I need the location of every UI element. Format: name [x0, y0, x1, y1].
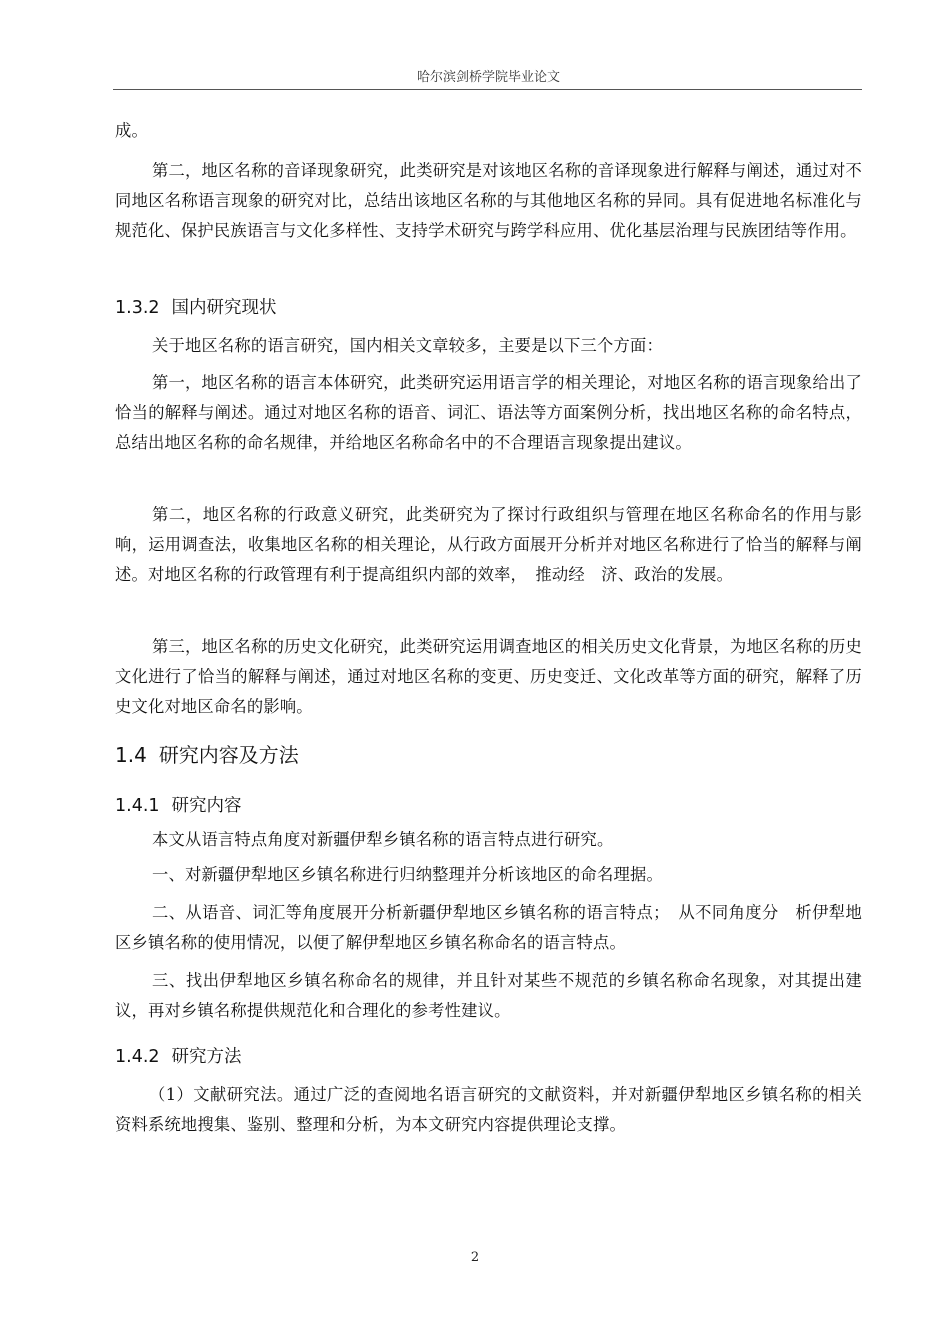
section-heading-1-4: [115, 739, 299, 768]
paragraph-content-item-2: 二、从语音、词汇等角度展开分析新疆伊犁地区乡镇名称的语言特点； 从不同角度分 析伊犁地区乡镇名称的使用情况，以便了解伊犁地区乡镇名称命名的语言特点。: [115, 903, 862, 952]
section-number: 1.4: [115, 743, 147, 767]
section-heading-1-3-2: [115, 294, 277, 319]
section-title: 研究内容: [171, 796, 242, 816]
header-divider: [113, 89, 862, 90]
paragraph-ontology-research: 第一，地区名称的语言本体研究，此类研究运用语言学的相关理论，对地区名称的语言现象给出了恰当的解释与阐述。通过对地区名称的语音、词汇、语法等方面案例分析，找出地区名称的命名特点，总结出地区名称的命名规律，并给地区名称命名中的不合理语言现象提出建议。: [115, 373, 862, 452]
section-heading-1-4-2: [115, 1043, 242, 1068]
section-number: 1.3.2: [115, 298, 160, 318]
section-heading-1-4-1: [115, 792, 242, 817]
paragraph-content-intro: 本文从语言特点角度对新疆伊犁乡镇名称的语言特点进行研究。: [152, 830, 614, 849]
paragraph-content-item-3: 三、找出伊犁地区乡镇名称命名的规律，并且针对某些不规范的乡镇名称命名现象，对其提出建议，再对乡镇名称提供规范化和合理化的参考性建议。: [115, 971, 862, 1020]
paragraph-method-literature: （1）文献研究法。通过广泛的查阅地名语言研究的文献资料，并对新疆伊犁地区乡镇名称的相关资料系统地搜集、鉴别、整理和分析，为本文研究内容提供理论支撑。: [115, 1085, 862, 1134]
paragraph-history-research: 第三，地区名称的历史文化研究，此类研究运用调查地区的相关历史文化背景，为地区名称的历史文化进行了恰当的解释与阐述，通过对地区名称的变更、历史变迁、文化改革等方面的研究，解释了历史文化对地区命名的影响。: [115, 637, 862, 716]
section-title: 研究方法: [171, 1047, 242, 1067]
section-number: 1.4.1: [115, 796, 160, 816]
paragraph-phonetic-research: 第二，地区名称的音译现象研究，此类研究是对该地区名称的音译现象进行解释与阐述，通过对不同地区名称语言现象的研究对比，总结出该地区名称的与其他地区名称的异同。具有促进地名标准化与规范化、保护民族语言与文化多样性、支持学术研究与跨学科应用、优化基层治理与民族团结等作用。: [115, 161, 862, 240]
section-title: 研究内容及方法: [158, 743, 299, 767]
section-title: 国内研究现状: [171, 298, 277, 318]
paragraph-content-item-1: 一、对新疆伊犁地区乡镇名称进行归纳整理并分析该地区的命名理据。: [152, 865, 663, 884]
page-number: 2: [470, 1250, 480, 1265]
paragraph-admin-research: 第二，地区名称的行政意义研究，此类研究为了探讨行政组织与管理在地区名称命名的作用与影响，运用调查法，收集地区名称的相关理论，从行政方面展开分析并对地区名称进行了恰当的解释与阐述。对地区名称的行政管理有利于提高组织内部的效率， 推动经 济、政治的发展。: [115, 505, 862, 584]
section-number: 1.4.2: [115, 1047, 160, 1067]
running-header: 哈尔滨剑桥学院毕业论文: [416, 70, 560, 85]
paragraph-domestic-intro: 关于地区名称的语言研究，国内相关文章较多，主要是以下三个方面：: [152, 336, 663, 355]
paragraph-continuation: 成。: [115, 121, 148, 140]
